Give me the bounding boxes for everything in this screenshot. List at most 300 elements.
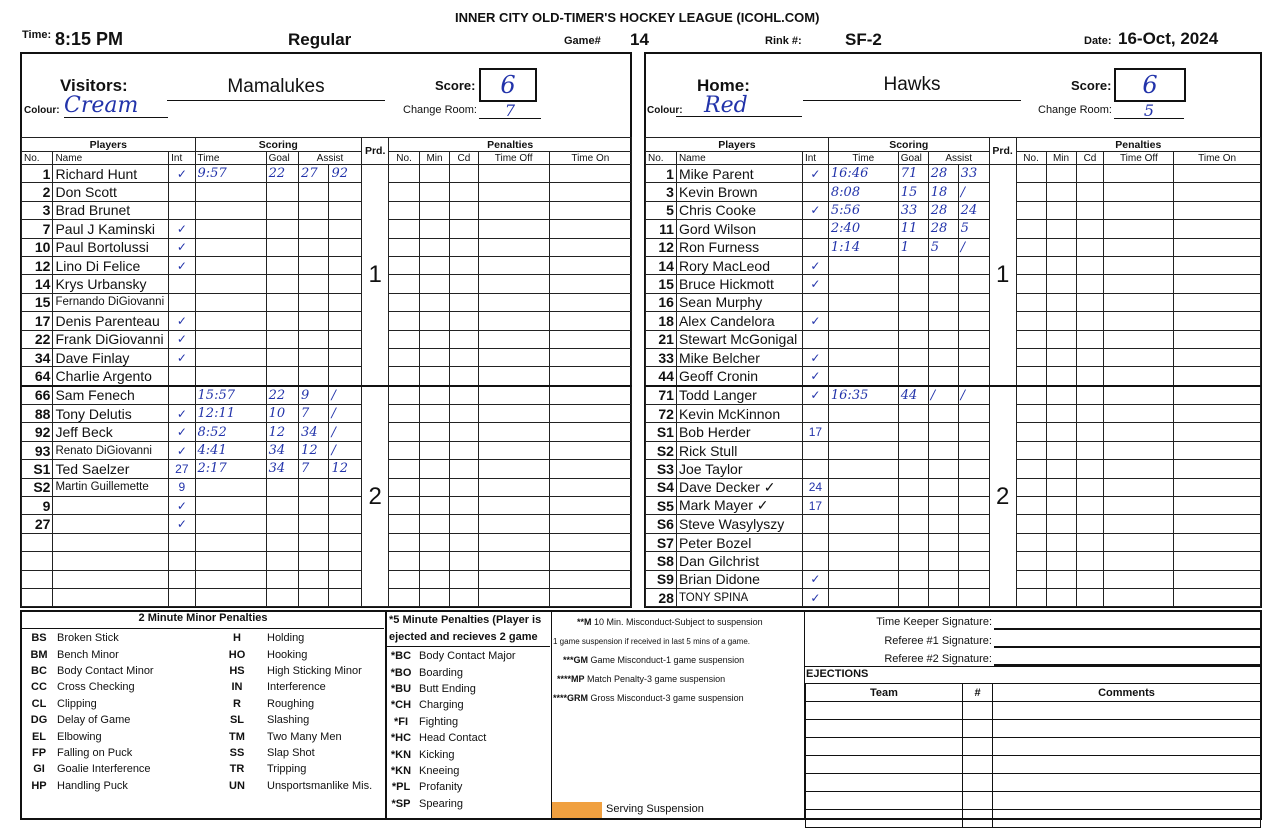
ejection-number[interactable]: [963, 720, 993, 738]
player-intake[interactable]: ✓: [169, 330, 195, 348]
ejection-comment[interactable]: [993, 738, 1261, 756]
pen-time-off[interactable]: [1104, 183, 1174, 201]
ejection-number[interactable]: [963, 756, 993, 774]
pen-min[interactable]: [419, 478, 449, 496]
pen-time-on[interactable]: [1174, 201, 1261, 219]
goal-time[interactable]: [195, 256, 266, 274]
pen-time-off[interactable]: [1104, 220, 1174, 238]
assist-1[interactable]: [299, 238, 329, 256]
pen-code[interactable]: [1076, 478, 1104, 496]
player-intake[interactable]: ✓: [169, 165, 195, 183]
assist-2[interactable]: [329, 478, 361, 496]
pen-time-on[interactable]: [1174, 275, 1261, 293]
pen-time-on[interactable]: [1174, 570, 1261, 588]
pen-no[interactable]: [389, 293, 419, 311]
goal-scorer[interactable]: [266, 570, 298, 588]
home-score[interactable]: 6: [1114, 68, 1186, 102]
pen-no[interactable]: [389, 460, 419, 478]
ejection-number[interactable]: [963, 738, 993, 756]
pen-time-on[interactable]: [549, 552, 631, 570]
assist-2[interactable]: [329, 533, 361, 551]
assist-1[interactable]: [299, 588, 329, 606]
assist-2[interactable]: [329, 330, 361, 348]
assist-1[interactable]: [299, 330, 329, 348]
assist-1[interactable]: 12: [299, 441, 329, 459]
assist-1[interactable]: [299, 293, 329, 311]
assist-1[interactable]: [299, 312, 329, 330]
assist-1[interactable]: /: [928, 386, 958, 405]
pen-min[interactable]: [419, 441, 449, 459]
goal-time[interactable]: [828, 312, 898, 330]
pen-code[interactable]: [450, 330, 478, 348]
assist-2[interactable]: [958, 552, 989, 570]
goal-scorer[interactable]: [266, 515, 298, 533]
pen-time-on[interactable]: [549, 275, 631, 293]
pen-time-off[interactable]: [1104, 367, 1174, 386]
assist-2[interactable]: [329, 293, 361, 311]
ejection-comment[interactable]: [993, 792, 1261, 810]
pen-min[interactable]: [1046, 312, 1076, 330]
pen-code[interactable]: [450, 165, 478, 183]
goal-scorer[interactable]: [898, 330, 928, 348]
player-intake[interactable]: ✓: [169, 256, 195, 274]
ejection-number[interactable]: [963, 792, 993, 810]
goal-scorer[interactable]: 12: [266, 423, 298, 441]
pen-time-on[interactable]: [549, 386, 631, 405]
pen-code[interactable]: [450, 515, 478, 533]
pen-time-off[interactable]: [478, 588, 549, 606]
pen-time-on[interactable]: [1174, 293, 1261, 311]
pen-min[interactable]: [419, 312, 449, 330]
assist-2[interactable]: /: [329, 386, 361, 405]
pen-code[interactable]: [1076, 552, 1104, 570]
assist-1[interactable]: [299, 478, 329, 496]
pen-code[interactable]: [1076, 497, 1104, 515]
assist-1[interactable]: [299, 515, 329, 533]
pen-code[interactable]: [1076, 275, 1104, 293]
goal-time[interactable]: 9:57: [195, 165, 266, 183]
goal-scorer[interactable]: 11: [898, 220, 928, 238]
visitors-score[interactable]: 6: [479, 68, 537, 102]
assist-2[interactable]: [958, 256, 989, 274]
pen-no[interactable]: [389, 367, 419, 386]
assist-1[interactable]: [928, 515, 958, 533]
pen-code[interactable]: [1076, 293, 1104, 311]
pen-time-off[interactable]: [478, 386, 549, 405]
pen-time-off[interactable]: [1104, 515, 1174, 533]
assist-1[interactable]: [299, 570, 329, 588]
pen-time-on[interactable]: [549, 256, 631, 274]
pen-min[interactable]: [1046, 386, 1076, 405]
pen-time-on[interactable]: [1174, 238, 1261, 256]
pen-code[interactable]: [450, 238, 478, 256]
pen-time-off[interactable]: [1104, 201, 1174, 219]
pen-time-on[interactable]: [549, 405, 631, 423]
goal-time[interactable]: 2:17: [195, 460, 266, 478]
pen-code[interactable]: [450, 386, 478, 405]
pen-time-on[interactable]: [549, 367, 631, 386]
assist-1[interactable]: [928, 312, 958, 330]
pen-time-on[interactable]: [1174, 588, 1261, 606]
assist-1[interactable]: 7: [299, 405, 329, 423]
assist-1[interactable]: [928, 348, 958, 366]
pen-time-on[interactable]: [1174, 533, 1261, 551]
pen-time-on[interactable]: [549, 293, 631, 311]
pen-no[interactable]: [389, 515, 419, 533]
pen-time-on[interactable]: [1174, 367, 1261, 386]
pen-code[interactable]: [450, 588, 478, 606]
pen-time-on[interactable]: [549, 497, 631, 515]
pen-no[interactable]: [389, 441, 419, 459]
goal-scorer[interactable]: [898, 312, 928, 330]
goal-time[interactable]: [828, 515, 898, 533]
assist-2[interactable]: [958, 478, 989, 496]
pen-code[interactable]: [450, 405, 478, 423]
ejection-team[interactable]: [806, 702, 963, 720]
goal-scorer[interactable]: [266, 183, 298, 201]
pen-time-on[interactable]: [1174, 183, 1261, 201]
goal-scorer[interactable]: [266, 201, 298, 219]
goal-time[interactable]: [828, 293, 898, 311]
pen-min[interactable]: [419, 423, 449, 441]
player-intake[interactable]: ✓: [802, 165, 828, 183]
pen-code[interactable]: [1076, 312, 1104, 330]
assist-1[interactable]: [928, 533, 958, 551]
goal-time[interactable]: [828, 497, 898, 515]
assist-2[interactable]: [329, 238, 361, 256]
assist-2[interactable]: /: [958, 183, 989, 201]
assist-2[interactable]: /: [329, 441, 361, 459]
pen-min[interactable]: [419, 460, 449, 478]
pen-code[interactable]: [450, 220, 478, 238]
goal-time[interactable]: [828, 588, 898, 606]
player-intake[interactable]: 24: [802, 478, 828, 496]
player-intake[interactable]: ✓: [169, 312, 195, 330]
assist-2[interactable]: [958, 348, 989, 366]
pen-no[interactable]: [389, 220, 419, 238]
pen-min[interactable]: [419, 256, 449, 274]
pen-no[interactable]: [1016, 256, 1046, 274]
goal-scorer[interactable]: [266, 588, 298, 606]
pen-code[interactable]: [1076, 201, 1104, 219]
assist-2[interactable]: [958, 330, 989, 348]
assist-2[interactable]: [329, 201, 361, 219]
pen-min[interactable]: [419, 552, 449, 570]
ejection-number[interactable]: [963, 810, 993, 828]
goal-time[interactable]: [195, 312, 266, 330]
pen-no[interactable]: [1016, 165, 1046, 183]
pen-time-on[interactable]: [549, 165, 631, 183]
pen-code[interactable]: [450, 423, 478, 441]
assist-1[interactable]: [299, 201, 329, 219]
pen-no[interactable]: [389, 423, 419, 441]
pen-time-off[interactable]: [478, 405, 549, 423]
pen-time-off[interactable]: [478, 478, 549, 496]
goal-time[interactable]: [195, 367, 266, 386]
player-intake[interactable]: [802, 441, 828, 459]
pen-no[interactable]: [1016, 220, 1046, 238]
pen-code[interactable]: [1076, 405, 1104, 423]
pen-no[interactable]: [1016, 367, 1046, 386]
pen-no[interactable]: [1016, 348, 1046, 366]
assist-2[interactable]: [958, 405, 989, 423]
pen-code[interactable]: [450, 570, 478, 588]
goal-time[interactable]: [195, 588, 266, 606]
pen-time-on[interactable]: [549, 220, 631, 238]
pen-min[interactable]: [1046, 497, 1076, 515]
player-intake[interactable]: [802, 330, 828, 348]
goal-scorer[interactable]: [898, 367, 928, 386]
pen-no[interactable]: [389, 533, 419, 551]
pen-code[interactable]: [1076, 238, 1104, 256]
player-intake[interactable]: [169, 533, 195, 551]
pen-min[interactable]: [419, 275, 449, 293]
pen-code[interactable]: [450, 441, 478, 459]
goal-time[interactable]: [195, 478, 266, 496]
player-intake[interactable]: ✓: [169, 348, 195, 366]
pen-min[interactable]: [1046, 552, 1076, 570]
player-intake[interactable]: [169, 386, 195, 405]
pen-time-on[interactable]: [549, 533, 631, 551]
pen-time-on[interactable]: [549, 312, 631, 330]
ejection-comment[interactable]: [993, 702, 1261, 720]
assist-2[interactable]: 24: [958, 201, 989, 219]
pen-no[interactable]: [1016, 201, 1046, 219]
assist-2[interactable]: [958, 293, 989, 311]
player-intake[interactable]: [802, 293, 828, 311]
pen-time-on[interactable]: [1174, 515, 1261, 533]
pen-time-on[interactable]: [1174, 312, 1261, 330]
pen-min[interactable]: [419, 348, 449, 366]
goal-scorer[interactable]: [898, 256, 928, 274]
pen-time-off[interactable]: [478, 570, 549, 588]
goal-scorer[interactable]: [898, 441, 928, 459]
goal-scorer[interactable]: [266, 533, 298, 551]
goal-time[interactable]: [828, 460, 898, 478]
pen-time-off[interactable]: [1104, 165, 1174, 183]
player-intake[interactable]: [169, 367, 195, 386]
pen-no[interactable]: [389, 405, 419, 423]
pen-time-off[interactable]: [478, 552, 549, 570]
assist-1[interactable]: [928, 330, 958, 348]
player-intake[interactable]: 27: [169, 460, 195, 478]
player-intake[interactable]: ✓: [802, 588, 828, 606]
pen-time-off[interactable]: [1104, 312, 1174, 330]
pen-min[interactable]: [1046, 588, 1076, 606]
assist-2[interactable]: /: [329, 423, 361, 441]
assist-1[interactable]: [299, 183, 329, 201]
pen-min[interactable]: [1046, 201, 1076, 219]
assist-2[interactable]: [958, 275, 989, 293]
goal-scorer[interactable]: [898, 588, 928, 606]
assist-1[interactable]: 27: [299, 165, 329, 183]
pen-no[interactable]: [1016, 386, 1046, 405]
pen-time-off[interactable]: [1104, 293, 1174, 311]
pen-no[interactable]: [389, 275, 419, 293]
assist-2[interactable]: [329, 515, 361, 533]
pen-min[interactable]: [419, 330, 449, 348]
player-intake[interactable]: ✓: [169, 423, 195, 441]
player-intake[interactable]: ✓: [802, 367, 828, 386]
goal-time[interactable]: 4:41: [195, 441, 266, 459]
goal-time[interactable]: [195, 552, 266, 570]
goal-scorer[interactable]: [266, 497, 298, 515]
pen-min[interactable]: [419, 220, 449, 238]
pen-no[interactable]: [389, 165, 419, 183]
pen-min[interactable]: [419, 405, 449, 423]
ejection-comment[interactable]: [993, 756, 1261, 774]
pen-no[interactable]: [1016, 312, 1046, 330]
player-intake[interactable]: ✓: [802, 201, 828, 219]
pen-no[interactable]: [389, 183, 419, 201]
goal-time[interactable]: 12:11: [195, 405, 266, 423]
goal-scorer[interactable]: [898, 348, 928, 366]
ejection-team[interactable]: [806, 738, 963, 756]
pen-time-on[interactable]: [549, 478, 631, 496]
goal-time[interactable]: 16:46: [828, 165, 898, 183]
pen-min[interactable]: [419, 183, 449, 201]
pen-time-off[interactable]: [478, 515, 549, 533]
ejection-team[interactable]: [806, 810, 963, 828]
player-intake[interactable]: ✓: [169, 220, 195, 238]
goal-time[interactable]: 5:56: [828, 201, 898, 219]
assist-2[interactable]: 92: [329, 165, 361, 183]
pen-time-off[interactable]: [478, 497, 549, 515]
goal-scorer[interactable]: 1: [898, 238, 928, 256]
pen-no[interactable]: [389, 497, 419, 515]
goal-scorer[interactable]: [266, 220, 298, 238]
pen-time-on[interactable]: [1174, 423, 1261, 441]
pen-no[interactable]: [1016, 478, 1046, 496]
player-intake[interactable]: [802, 552, 828, 570]
assist-1[interactable]: 5: [928, 238, 958, 256]
pen-min[interactable]: [419, 533, 449, 551]
goal-scorer[interactable]: [266, 312, 298, 330]
assist-2[interactable]: [958, 570, 989, 588]
pen-time-off[interactable]: [1104, 570, 1174, 588]
player-intake[interactable]: ✓: [169, 441, 195, 459]
assist-1[interactable]: [928, 293, 958, 311]
pen-time-on[interactable]: [1174, 220, 1261, 238]
pen-min[interactable]: [1046, 238, 1076, 256]
goal-scorer[interactable]: [898, 497, 928, 515]
pen-time-on[interactable]: [1174, 256, 1261, 274]
pen-code[interactable]: [450, 348, 478, 366]
pen-time-off[interactable]: [478, 348, 549, 366]
goal-time[interactable]: [828, 405, 898, 423]
pen-time-on[interactable]: [549, 201, 631, 219]
pen-time-off[interactable]: [478, 238, 549, 256]
pen-code[interactable]: [1076, 367, 1104, 386]
goal-scorer[interactable]: [266, 478, 298, 496]
assist-1[interactable]: 9: [299, 386, 329, 405]
goal-scorer[interactable]: 22: [266, 165, 298, 183]
assist-1[interactable]: [928, 423, 958, 441]
pen-no[interactable]: [389, 478, 419, 496]
pen-min[interactable]: [419, 201, 449, 219]
goal-scorer[interactable]: [266, 348, 298, 366]
assist-2[interactable]: [958, 588, 989, 606]
referee1-signature-line[interactable]: [994, 646, 1260, 648]
goal-scorer[interactable]: 34: [266, 460, 298, 478]
assist-2[interactable]: [329, 275, 361, 293]
pen-min[interactable]: [419, 165, 449, 183]
pen-code[interactable]: [450, 256, 478, 274]
goal-time[interactable]: 8:52: [195, 423, 266, 441]
assist-1[interactable]: [928, 367, 958, 386]
pen-code[interactable]: [1076, 348, 1104, 366]
player-intake[interactable]: ✓: [802, 348, 828, 366]
goal-time[interactable]: [195, 220, 266, 238]
ejection-number[interactable]: [963, 774, 993, 792]
pen-time-off[interactable]: [478, 256, 549, 274]
pen-min[interactable]: [1046, 478, 1076, 496]
assist-1[interactable]: [299, 275, 329, 293]
player-intake[interactable]: 17: [802, 423, 828, 441]
pen-code[interactable]: [450, 367, 478, 386]
assist-1[interactable]: [928, 497, 958, 515]
goal-scorer[interactable]: [266, 330, 298, 348]
pen-time-off[interactable]: [478, 220, 549, 238]
assist-2[interactable]: [958, 533, 989, 551]
goal-scorer[interactable]: [898, 515, 928, 533]
pen-no[interactable]: [1016, 515, 1046, 533]
goal-time[interactable]: [828, 533, 898, 551]
goal-scorer[interactable]: [898, 293, 928, 311]
ejection-team[interactable]: [806, 774, 963, 792]
ejection-comment[interactable]: [993, 720, 1261, 738]
assist-1[interactable]: [928, 460, 958, 478]
goal-time[interactable]: [828, 256, 898, 274]
goal-scorer[interactable]: [898, 533, 928, 551]
assist-1[interactable]: 28: [928, 220, 958, 238]
pen-min[interactable]: [1046, 275, 1076, 293]
pen-min[interactable]: [1046, 405, 1076, 423]
goal-scorer[interactable]: [266, 256, 298, 274]
goal-time[interactable]: 16:35: [828, 386, 898, 405]
assist-2[interactable]: [329, 552, 361, 570]
assist-1[interactable]: [928, 552, 958, 570]
goal-time[interactable]: 2:40: [828, 220, 898, 238]
pen-no[interactable]: [389, 330, 419, 348]
goal-scorer[interactable]: 22: [266, 386, 298, 405]
assist-1[interactable]: 28: [928, 201, 958, 219]
pen-time-off[interactable]: [1104, 441, 1174, 459]
assist-2[interactable]: 33: [958, 165, 989, 183]
player-intake[interactable]: ✓: [169, 515, 195, 533]
pen-code[interactable]: [450, 533, 478, 551]
pen-no[interactable]: [389, 312, 419, 330]
pen-time-off[interactable]: [478, 423, 549, 441]
assist-1[interactable]: [928, 441, 958, 459]
pen-time-off[interactable]: [1104, 552, 1174, 570]
assist-1[interactable]: [928, 478, 958, 496]
assist-2[interactable]: [329, 570, 361, 588]
player-intake[interactable]: [169, 588, 195, 606]
pen-no[interactable]: [389, 386, 419, 405]
goal-scorer[interactable]: [266, 238, 298, 256]
pen-no[interactable]: [1016, 552, 1046, 570]
pen-time-on[interactable]: [549, 441, 631, 459]
pen-min[interactable]: [1046, 293, 1076, 311]
goal-scorer[interactable]: [898, 478, 928, 496]
goal-time[interactable]: [195, 183, 266, 201]
player-intake[interactable]: [169, 183, 195, 201]
player-intake[interactable]: [169, 201, 195, 219]
pen-time-on[interactable]: [549, 238, 631, 256]
goal-time[interactable]: [195, 201, 266, 219]
pen-min[interactable]: [1046, 183, 1076, 201]
